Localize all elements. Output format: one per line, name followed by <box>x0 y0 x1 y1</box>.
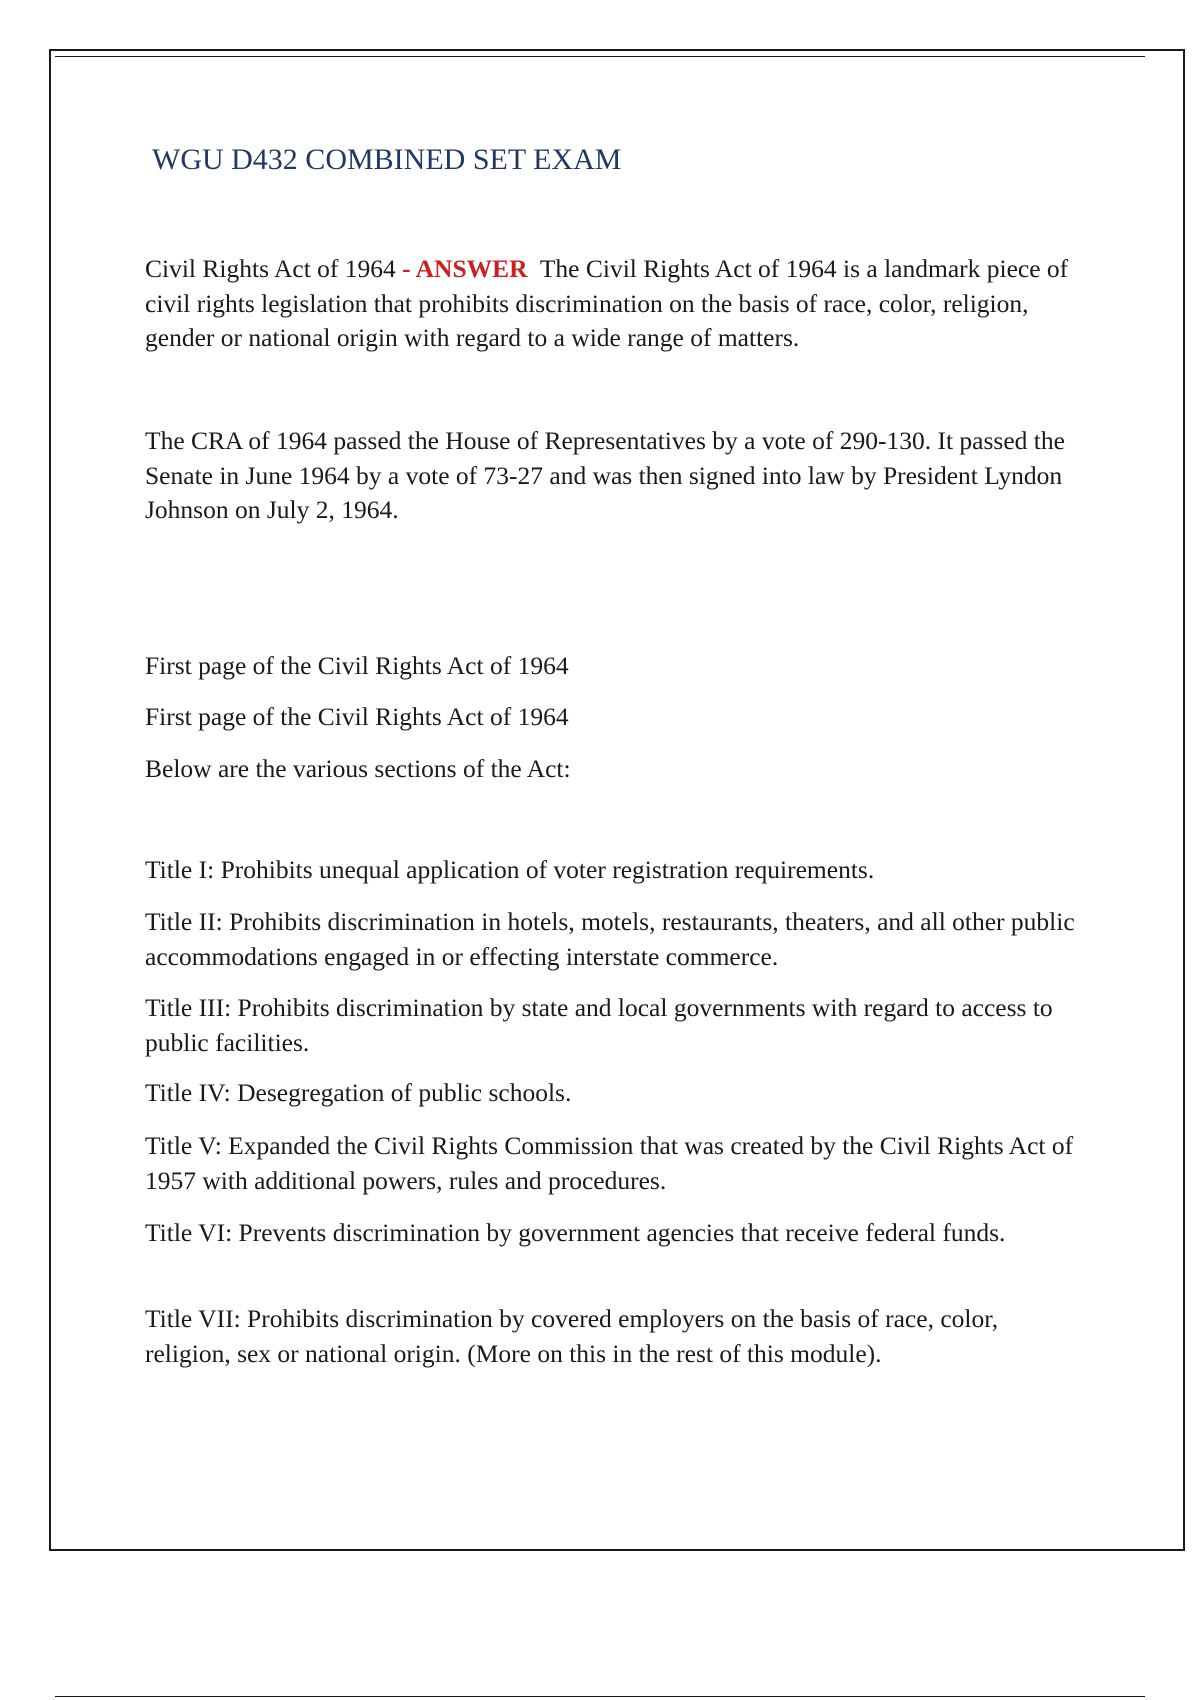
document-title: WGU D432 COMBINED SET EXAM <box>152 143 622 176</box>
first-page-caption-2: First page of the Civil Rights Act of 1964 <box>145 702 569 731</box>
title-item-5: Title V: Expanded the Civil Rights Commission that was created by the Civil Rights Act of 1957 with additional powers, rules and procedures. <box>145 1131 1074 1195</box>
qa-paragraph <box>145 252 1090 356</box>
first-page-caption-1: First page of the Civil Rights Act of 1964 <box>145 651 569 680</box>
title-item-4: Title IV: Desegregation of public schools. <box>145 1078 572 1107</box>
title-item-7: Title VII: Prohibits discrimination by covered employers on the basis of race, color, religion, sex or national origin. (More on this in the rest of this module). <box>145 1304 999 1368</box>
answer-text: The Civil Rights Act of 1964 is a landmark piece of civil rights legislation that prohibits discrimination on the basis of race, color, religion, gender or national origin with regard to a wide range of matters. <box>145 254 1069 352</box>
bottom-rule <box>55 1696 1145 1697</box>
title-item-3: Title III: Prohibits discrimination by state and local governments with regard to access to public facilities. <box>145 993 1053 1057</box>
sections-intro: Below are the various sections of the Act: <box>145 754 571 783</box>
title-item-2: Title II: Prohibits discrimination in hotels, motels, restaurants, theaters, and all other public accommodations engaged in or effecting interstate commerce. <box>145 907 1075 971</box>
answer-label: ANSWER <box>415 254 528 283</box>
title-item-1: Title I: Prohibits unequal application of voter registration requirements. <box>145 855 875 884</box>
cra-vote-paragraph: The CRA of 1964 passed the House of Representatives by a vote of 290-130. It passed the Senate in June 1964 by a vote of 73-27 and was then signed into law by President Lyndon Johnson on July 2, 1964. <box>145 426 1065 524</box>
answer-separator: - <box>395 254 416 283</box>
title-item-6: Title VI: Prevents discrimination by government agencies that receive federal funds. <box>145 1218 1006 1247</box>
top-rule <box>55 56 1145 57</box>
question-text: Civil Rights Act of 1964 <box>145 254 396 283</box>
